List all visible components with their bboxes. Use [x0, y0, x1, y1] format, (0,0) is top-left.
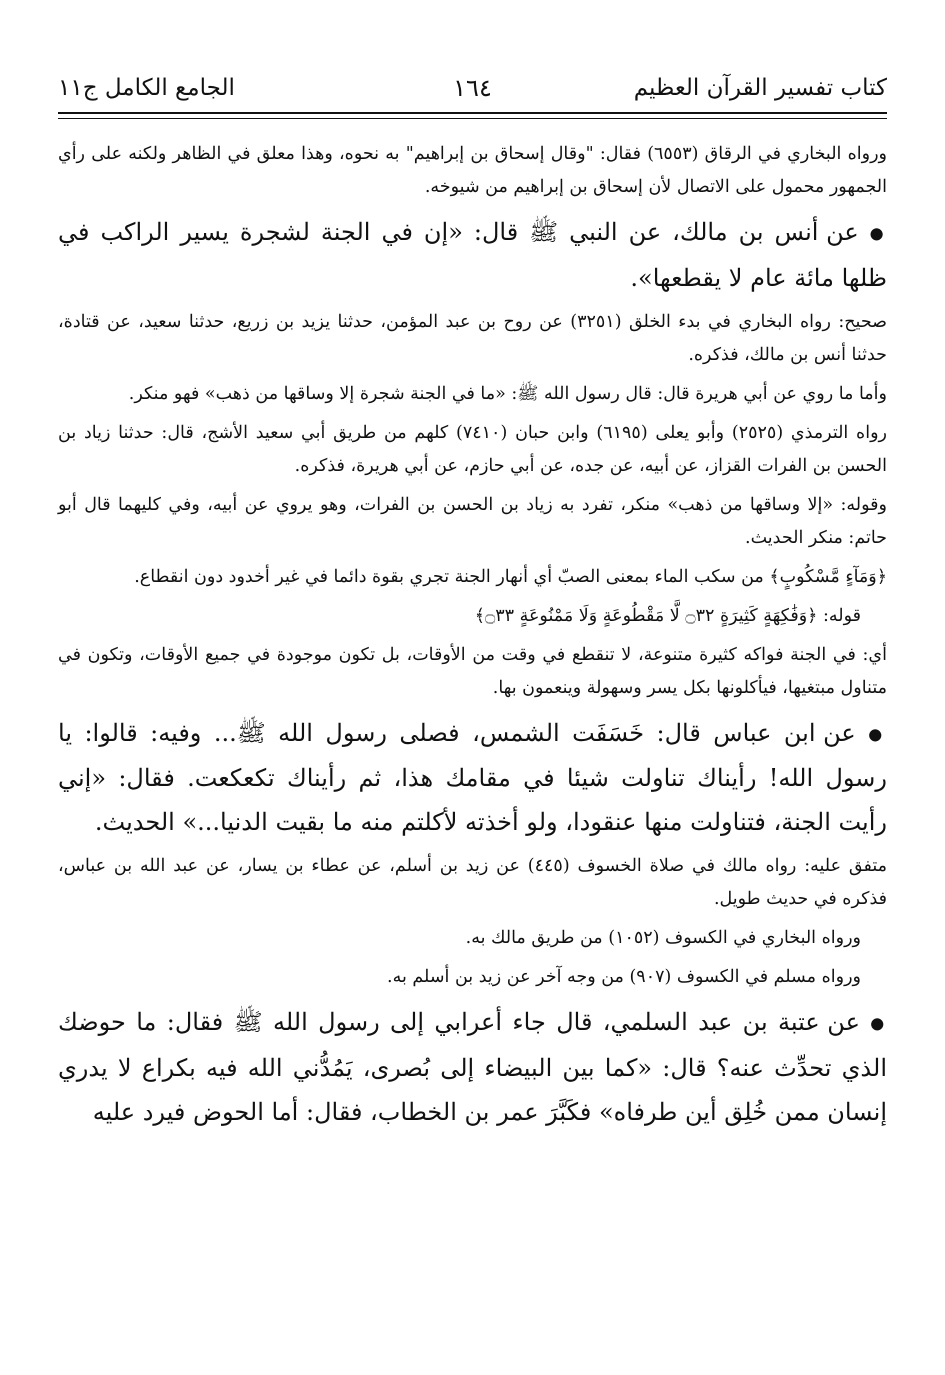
hadith-text: عن ابن عباس قال: خَسَفَت الشمس، فصلى رسول الله ﷺ... وفيه: قالوا: يا رسول الله! رأيناك تناولت شيئا في مقامك هذا، ثم رأيناك تكعكعت. فقال: «إني رأيت الجنة، فتناولت منها عنقودا، ولو أخذته لأكلتم منه ما بقيت الدنيا...» الحديث.: [58, 718, 887, 836]
hadith-paragraph: [58, 711, 887, 845]
hadith-text: عن أنس بن مالك، عن النبي ﷺ قال: «إن في الجنة لشجرة يسير الراكب في ظلها مائة عام لا يقطعها».: [58, 218, 887, 292]
hadith-text: عن عتبة بن عبد السلمي، قال جاء أعرابي إلى رسول الله ﷺ فقال: ما حوضك الذي تحدِّث عنه؟ قال: «كما بين البيضاء إلى بُصرى، يَمُدُّني الله فيه بكراع لا يدري إنسان ممن خُلِق أين طرفاه» فكَبَّرَ عمر بن الخطاب، فقال: أما الحوض فيرد عليه: [58, 1008, 887, 1126]
commentary-paragraph: وأما ما روي عن أبي هريرة قال: قال رسول الله ﷺ: «ما في الجنة شجرة إلا وساقها من ذهب» فهو منكر.: [128, 383, 887, 404]
bullet-icon: ●: [869, 223, 887, 243]
commentary-paragraph: وقوله: «إلا وساقها من ذهب» منكر، تفرد به زياد بن الحسن بن الفرات، وهو يروي عن أبيه، وفي كليهما قال أبو حاتم: منكر الحديث.: [58, 494, 887, 548]
bullet-icon: ●: [868, 724, 887, 743]
commentary-paragraph: ورواه البخاري في الرقاق (٦٥٥٣) فقال: "وقال إسحاق بن إبراهيم" به نحوه، وهذا معلق في الظاهر ولكنه على رأي الجمهور محمول على الاتصال لأن إسحاق بن إبراهيم من شيوخه.: [58, 144, 888, 197]
commentary-paragraph: متفق عليه: رواه مالك في صلاة الخسوف (٤٤٥) عن زيد بن أسلم، عن عطاء بن يسار، عن عبد الله بن عباس، فذكره في حديث طويل.: [58, 856, 887, 909]
verse-paragraph: قوله: ﴿وَفَٰكِهَةٍ كَثِيرَةٍ ۝٣٢ لَّا مَقْطُوعَةٍ وَلَا مَمْنُوعَةٍ ۝٣٣﴾: [474, 605, 861, 626]
commentary-paragraph: ورواه مسلم في الكسوف (٩٠٧) من وجه آخر عن زيد بن أسلم به.: [387, 967, 861, 987]
page-body: [58, 138, 887, 1140]
volume-title: الجامع الكامل ج١١: [58, 75, 235, 101]
hadith-paragraph: [58, 210, 887, 300]
page-number: ١٦٤: [453, 74, 492, 102]
book-title: كتاب تفسير القرآن العظيم: [633, 75, 887, 101]
commentary-paragraph: أي: في الجنة فواكه كثيرة متنوعة، لا تنقطع في وقت من الأوقات، بل تكون موجودة في جميع الأوقات، وتكون في متناول مبتغيها، فيأكلونها بكل يسر وسهولة وينعمون بها.: [58, 644, 887, 698]
bullet-icon: ●: [870, 1013, 887, 1033]
commentary-paragraph: ﴿وَمَآءٍ مَّسْكُوبٍ﴾ من سكب الماء بمعنى الصبّ أي أنهار الجنة تجري بقوة دائما في غير أخدود دون انقطاع.: [134, 566, 887, 587]
commentary-paragraph: رواه الترمذي (٢٥٢٥) وأبو يعلى (٦١٩٥) وابن حبان (٧٤١٠) كلهم من طريق أبي سعيد الأشج، قال: حدثنا زياد بن الحسن بن الفرات القزاز، عن أبيه، عن جده، عن أبي حازم، عن أبي هريرة، فذكره.: [58, 422, 887, 476]
page-header: [58, 68, 887, 108]
hadith-paragraph: [58, 1000, 887, 1134]
header-rule-thin: [58, 118, 887, 119]
commentary-paragraph: ورواه البخاري في الكسوف (١٠٥٢) من طريق مالك به.: [465, 928, 861, 948]
header-rule-thick: [58, 112, 887, 114]
commentary-paragraph: صحيح: رواه البخاري في بدء الخلق (٣٢٥١) عن روح بن عبد المؤمن، حدثنا يزيد بن زريع، حدثنا سعيد، عن قتادة، حدثنا أنس بن مالك، فذكره.: [58, 311, 887, 365]
